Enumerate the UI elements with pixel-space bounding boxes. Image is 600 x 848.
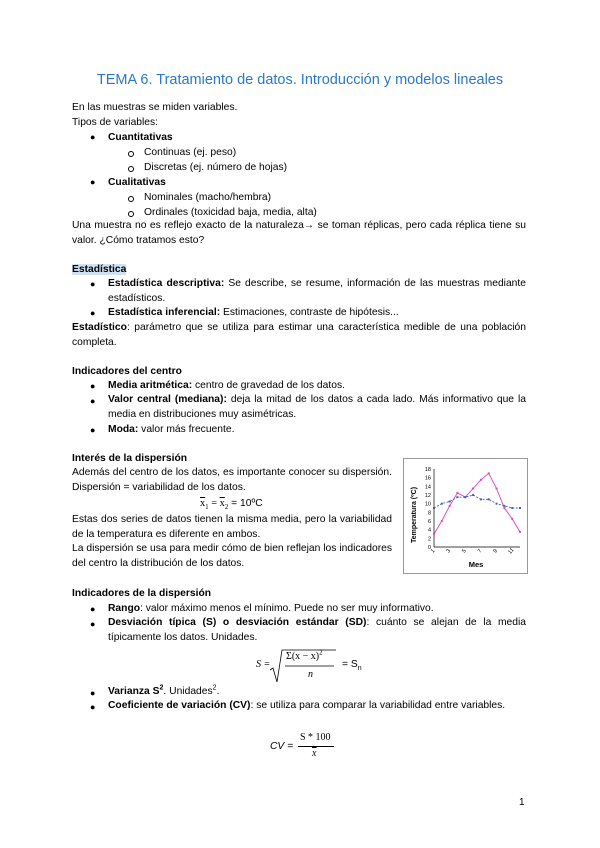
circle-bullet-icon (128, 196, 134, 202)
interes-paragraph-2: Estas dos series de datos tienen la misma media, pero la variabilidad de la temperatura es diferente en ambos. (72, 514, 392, 540)
chart-point (480, 498, 482, 500)
chart-x-tick-label: 11 (507, 547, 516, 556)
bullet-icon: ● (90, 425, 96, 435)
page-title: TEMA 6. Tratamiento de datos. Introducción y modelos lineales (96, 72, 504, 88)
chart-point (519, 531, 521, 533)
list-item-descriptiva: Estadística descriptiva: Se describe, se resume, información de las muestras mediante estadísticos. (108, 278, 526, 304)
chart-point (456, 496, 458, 498)
circle-bullet-icon (128, 211, 134, 217)
bullet-icon: ● (90, 381, 96, 391)
list-item-nominales: Nominales (macho/hembra) (144, 192, 272, 203)
list-item-rango: Rango: valor máximo menos el mínimo. Puede no ser muy informativo. (108, 603, 434, 614)
bullet-icon: ● (90, 177, 96, 187)
list-item-cualitativas: Cualitativas (108, 177, 166, 188)
interes-paragraph-1: Además del centro de los datos, es importante conocer su dispersión. Dispersión = variabilidad de los datos. (72, 467, 392, 493)
chart-point (456, 492, 458, 494)
chart-y-tick-label: 0 (427, 545, 431, 551)
chart-y-tick-label: 2 (427, 536, 431, 543)
chart-point (519, 507, 521, 509)
chart-series-line-serie-estable (434, 495, 520, 508)
list-item-inferencial: Estadística inferencial: Estimaciones, contraste de hipótesis... (108, 307, 399, 318)
list-item-continuas: Continuas (ej. peso) (144, 147, 237, 158)
section-heading-estadistica: Estadística (72, 264, 127, 275)
chart-y-tick-label: 16 (424, 475, 431, 482)
page-number: 1 (519, 797, 525, 808)
bullet-icon: ● (90, 688, 96, 698)
fraction-bar (298, 746, 334, 747)
chart-point (433, 507, 435, 509)
mean-equality-formula: $\overline{x}_1 = \overline{x}_2$ = 10ºC (200, 498, 263, 512)
chart-point (495, 487, 497, 489)
section-heading-dispersion: Indicadores de la dispersión (72, 588, 212, 599)
list-item-mediana: Valor central (mediana): deja la mitad de los datos a cada lado. Más informativo que la media en distribuciones muy asimétricas. (108, 394, 526, 420)
bullet-icon: ● (90, 279, 96, 289)
circle-bullet-icon (128, 151, 134, 157)
chart-y-tick-label: 14 (424, 484, 431, 491)
chart-point (496, 503, 498, 505)
replicas-paragraph: Una muestra no es reflejo exacto de la naturaleza→ se toman réplicas, pero cada réplica tiene su valor. ¿Cómo tratamos esto? (72, 220, 526, 246)
bullet-icon: ● (90, 308, 96, 318)
chart-x-tick-label: 3 (445, 548, 453, 555)
chart-point (480, 479, 482, 481)
temperature-chart (403, 458, 528, 574)
bullet-icon: ● (90, 619, 96, 629)
bullet-icon: ● (90, 604, 96, 614)
chart-y-tick-label: 10 (424, 501, 431, 508)
intro-line-1: En las muestras se miden variables. (72, 102, 238, 113)
chart-plot-area (425, 467, 521, 555)
chart-point (488, 498, 490, 500)
intro-line-2: Tipos de variables: (72, 117, 159, 128)
estadistico-definition: Estadístico: parámetro que se utiliza para estimar una característica medible de una población completa. (72, 322, 526, 348)
list-item-varianza: Varianza $S^2$. Unidades$^2$. (108, 684, 220, 697)
circle-bullet-icon (128, 166, 134, 172)
section-heading-interes: Interés de la dispersión (72, 453, 188, 464)
bullet-icon: ● (90, 396, 96, 406)
list-item-discretas: Discretas (ej. número de hojas) (144, 162, 288, 173)
bullet-icon: ● (90, 702, 96, 712)
chart-point (433, 533, 435, 535)
list-item-cuantitativas: Cuantitativas (108, 132, 173, 143)
chart-point (441, 520, 443, 522)
chart-point (449, 501, 451, 503)
chart-point (472, 494, 474, 496)
list-item-ordinales: Ordinales (toxicidad baja, media, alta) (144, 207, 317, 218)
chart-point (503, 507, 505, 509)
list-item-desviacion: Desviación típica (S) o desviación estándar (SD): cuánto se alejan de la media típicamente los datos. Unidades. (108, 617, 526, 643)
chart-y-axis-label: Temperatura (ºC) (411, 486, 418, 544)
chart-series-line-serie-dispersa (434, 473, 520, 534)
list-item-moda: Moda: valor más frecuente. (108, 424, 235, 435)
interes-paragraph-3: La dispersión se usa para medir cómo de bien reflejan los indicadores del centro la distribución de los datos. (72, 543, 392, 569)
chart-x-tick-label: 7 (476, 548, 484, 555)
chart-point (449, 505, 451, 507)
section-heading-centro: Indicadores del centro (72, 366, 182, 377)
chart-point (464, 496, 466, 498)
chart-point (488, 472, 490, 474)
chart-y-tick-label: 18 (424, 467, 431, 473)
chart-point (511, 507, 513, 509)
chart-point (511, 518, 513, 520)
chart-y-tick-label: 12 (424, 493, 431, 499)
chart-point (472, 487, 474, 489)
chart-x-tick-label: 1 (429, 548, 437, 555)
bullet-icon: ● (90, 132, 96, 142)
chart-x-tick-label: 9 (492, 548, 500, 555)
chart-point (441, 503, 443, 505)
chart-y-tick-label: 6 (427, 519, 431, 525)
chart-x-tick-label: 5 (461, 548, 468, 555)
list-item-cv: Coeficiente de variación (CV): se utiliza para comparar la variabilidad entre variables. (108, 700, 506, 711)
list-item-media: Media aritmética: centro de gravedad de los datos. (108, 380, 345, 391)
temperature-chart-svg (404, 459, 527, 573)
chart-point (503, 505, 505, 507)
chart-y-tick-label: 4 (427, 527, 431, 534)
chart-x-axis-label: Mes (468, 560, 484, 569)
document-page: TEMA 6. Tratamiento de datos. Introducción y modelos lineales En las muestras se miden variables. Tipos de variables: ● Cuantitativas Continuas (ej. peso) Discretas (ej. número de hojas) ● Cualitativas Nominales (macho/hembra) Ordinales (toxicidad baja, media, alta) Una muestra no es reflejo exacto de la naturaleza→ se toman réplicas, pero cada réplica tiene su valor. ¿Cómo tratamos esto? Estadística ● Estadística descriptiva: Se describe, se resume, información de las muestras mediante estadísticos. ● Estadística inferencial: Estimaciones, contraste de hipótesis... Estadístico: parámetro que se utiliza para estimar una característica medible de una población completa. Indicadores del centro ● Media aritmética: centro de gravedad de los datos. ● Valor central (mediana): deja la mitad de los datos a cada lado. Más informativo que la media en distribuciones muy asimétricas. ● Moda: valor más frecuente. Interés de la dispersión Además del centro de los datos, es importante conocer su dispersión. Dispersión = variabilidad de los datos. $\overline{x}_1 = \overline{x}_2$ = 10ºC Estas dos series de datos tienen la misma media, pero la variabilidad de la temperatura es diferente en ambos. La dispersión se usa para medir cómo de bien reflejan los indicadores del centro la distribución de los datos. Temperatura (ºC) Mes 0 2 4 6 8 10 12 14 16 18 1 3 5 7 9 11 Indicadores de la dispersión ● Rango: valor máximo menos el mínimo. Puede no ser muy informativo. ● Desviación típica (S) o desviación estándar (SD): cuánto se alejan de la media típicamente los datos. Unidades. S = $\Sigma(x - x)^2$ n = $S_n$ ● Varianza $S^2$. Unidades$^2$. ● Coeficiente de variación (CV): se utiliza para comparar la variabilidad entre variables. CV = S * 100 $\overline{x}$ 1 (0, 0, 600, 848)
chart-y-tick-label: 8 (427, 510, 431, 517)
